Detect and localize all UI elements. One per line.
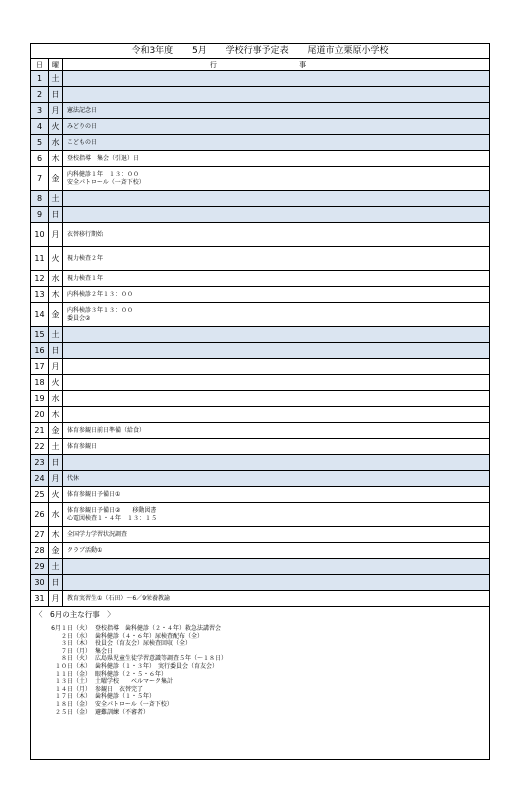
june-item-date: １０日（木） bbox=[54, 662, 91, 670]
row-weekday: 月 bbox=[49, 359, 63, 375]
table-row bbox=[31, 575, 489, 591]
june-item bbox=[45, 655, 489, 663]
row-day: 8 bbox=[31, 191, 49, 207]
table-row bbox=[31, 247, 489, 271]
table-row bbox=[31, 527, 489, 543]
row-event: 体育参観日予備日② 移動図書 心電図検査１・４年 １３：１５ bbox=[63, 503, 490, 527]
june-item-event: 参観日 衣替完了 bbox=[95, 685, 144, 693]
row-day: 10 bbox=[31, 223, 49, 247]
june-item-event: 歯科健診（１・３年） 実行委員会（育友会） bbox=[95, 662, 219, 670]
row-day: 21 bbox=[31, 423, 49, 439]
row-weekday: 日 bbox=[49, 207, 63, 223]
row-event: 内科検診３年１３：００ 委員会② bbox=[63, 303, 490, 327]
row-weekday: 水 bbox=[49, 391, 63, 407]
row-weekday: 金 bbox=[49, 167, 63, 191]
row-event bbox=[63, 71, 490, 87]
table-row bbox=[31, 559, 489, 575]
june-item bbox=[45, 625, 489, 633]
title-school: 尾道市立栗原小学校 bbox=[307, 46, 389, 56]
june-item-event: 歯科健診（４・６年）尿検査配布（全） bbox=[95, 632, 204, 640]
june-item-date: １７日（木） bbox=[54, 693, 91, 701]
row-event bbox=[63, 375, 490, 391]
row-day: 25 bbox=[31, 487, 49, 503]
row-weekday: 月 bbox=[49, 223, 63, 247]
june-item bbox=[45, 663, 489, 671]
row-event: 体育参観日前日準備（給食） bbox=[63, 423, 490, 439]
june-item-date: ７日（月） bbox=[60, 647, 91, 655]
june-item-event: 広島県児童生徒学習意識等調査５年（～１８日） bbox=[95, 655, 228, 663]
row-event bbox=[63, 327, 490, 343]
row-event: 内科検診２年１３：００ bbox=[63, 287, 490, 303]
row-day: 11 bbox=[31, 247, 49, 271]
table-row bbox=[31, 71, 489, 87]
table-header-row bbox=[31, 59, 489, 71]
row-day: 24 bbox=[31, 471, 49, 487]
row-weekday: 金 bbox=[49, 543, 63, 559]
row-weekday: 土 bbox=[49, 191, 63, 207]
june-item-date: ２日（水） bbox=[60, 632, 91, 640]
row-day: 9 bbox=[31, 207, 49, 223]
table-row bbox=[31, 591, 489, 607]
row-event: 視力検査１年 bbox=[63, 271, 490, 287]
table-row bbox=[31, 135, 489, 151]
schedule-sheet bbox=[30, 43, 490, 760]
row-event: 衣替移行期始 bbox=[63, 223, 490, 247]
june-item-event: 安全パトロール（一斉下校） bbox=[95, 700, 173, 708]
table-row bbox=[31, 287, 489, 303]
row-weekday: 土 bbox=[49, 559, 63, 575]
table-row bbox=[31, 439, 489, 455]
june-section-title: 〈 6月の主な行事 〉 bbox=[35, 610, 115, 619]
row-event: クラブ活動① bbox=[63, 543, 490, 559]
june-item-date: ３日（木） bbox=[60, 640, 91, 648]
row-event bbox=[63, 559, 490, 575]
june-item-event: 眼科健診（２・５・６年） bbox=[95, 670, 168, 678]
table-row bbox=[31, 359, 489, 375]
row-weekday: 木 bbox=[49, 151, 63, 167]
row-weekday: 月 bbox=[49, 103, 63, 119]
row-weekday: 月 bbox=[49, 471, 63, 487]
title-doc: 学校行事予定表 bbox=[225, 46, 289, 56]
row-day: 15 bbox=[31, 327, 49, 343]
row-event bbox=[63, 359, 490, 375]
row-weekday: 水 bbox=[49, 135, 63, 151]
row-weekday: 水 bbox=[49, 503, 63, 527]
table-row bbox=[31, 271, 489, 287]
row-day: 29 bbox=[31, 559, 49, 575]
june-item bbox=[45, 709, 489, 717]
row-weekday: 月 bbox=[49, 591, 63, 607]
table-row bbox=[31, 487, 489, 503]
row-day: 1 bbox=[31, 71, 49, 87]
row-day: 7 bbox=[31, 167, 49, 191]
table-row bbox=[31, 343, 489, 359]
row-event bbox=[63, 455, 490, 471]
row-event bbox=[63, 87, 490, 103]
row-day: 26 bbox=[31, 503, 49, 527]
june-item-date: １１日（金） bbox=[54, 670, 91, 678]
table-row bbox=[31, 503, 489, 527]
row-day: 22 bbox=[31, 439, 49, 455]
june-item-event: 登校指導 歯科健診（２・４年）救急法講習会 bbox=[95, 625, 222, 632]
june-item-event: 役員会（育友会）尿検査回収（全） bbox=[95, 640, 192, 648]
row-day: 13 bbox=[31, 287, 49, 303]
row-weekday: 木 bbox=[49, 527, 63, 543]
table-row bbox=[31, 207, 489, 223]
row-day: 28 bbox=[31, 543, 49, 559]
row-weekday: 日 bbox=[49, 343, 63, 359]
row-event bbox=[63, 191, 490, 207]
row-event: 体育参観日 bbox=[63, 439, 490, 455]
row-weekday: 土 bbox=[49, 439, 63, 455]
row-weekday: 火 bbox=[49, 247, 63, 271]
june-item bbox=[45, 640, 489, 648]
header-weekday: 曜 bbox=[49, 59, 63, 71]
table-row bbox=[31, 455, 489, 471]
row-day: 20 bbox=[31, 407, 49, 423]
june-item bbox=[45, 693, 489, 701]
june-item-date: １３日（土） bbox=[54, 678, 91, 686]
table-row bbox=[31, 471, 489, 487]
row-event: 教育実習生①（石田）～6／9栄養教諭 bbox=[63, 591, 490, 607]
table-row bbox=[31, 151, 489, 167]
row-weekday: 日 bbox=[49, 87, 63, 103]
row-day: 6 bbox=[31, 151, 49, 167]
row-event: 視力検査２年 bbox=[63, 247, 490, 271]
row-event bbox=[63, 207, 490, 223]
title-year: 令和3年度 bbox=[131, 46, 174, 56]
june-item-date: ８日（火） bbox=[60, 655, 91, 663]
row-weekday: 木 bbox=[49, 407, 63, 423]
row-event bbox=[63, 575, 490, 591]
june-item bbox=[45, 678, 489, 686]
row-day: 23 bbox=[31, 455, 49, 471]
row-event: 憲法記念日 bbox=[63, 103, 490, 119]
table-row bbox=[31, 119, 489, 135]
row-event: 体育参観日予備日① bbox=[63, 487, 490, 503]
row-event bbox=[63, 391, 490, 407]
june-item-date: １４日（月） bbox=[54, 685, 91, 693]
row-day: 14 bbox=[31, 303, 49, 327]
table-row bbox=[31, 327, 489, 343]
table-row bbox=[31, 223, 489, 247]
june-item-event: 土曜学校 ベルマーク集計 bbox=[95, 678, 174, 686]
row-day: 3 bbox=[31, 103, 49, 119]
row-event: 登校指導 集会（引退）日 bbox=[63, 151, 490, 167]
june-events-list bbox=[31, 621, 489, 716]
row-day: 5 bbox=[31, 135, 49, 151]
row-event: みどりの日 bbox=[63, 119, 490, 135]
row-day: 27 bbox=[31, 527, 49, 543]
row-weekday: 金 bbox=[49, 303, 63, 327]
row-weekday: 土 bbox=[49, 327, 63, 343]
row-event: 内科健診１年 １３：００ 安全パトロール（一斉下校） bbox=[63, 167, 490, 191]
row-day: 12 bbox=[31, 271, 49, 287]
row-event: 代休 bbox=[63, 471, 490, 487]
june-item-event: 集会日 bbox=[95, 647, 114, 655]
schedule-rows bbox=[31, 71, 489, 607]
row-day: 2 bbox=[31, 87, 49, 103]
row-event bbox=[63, 407, 490, 423]
row-event bbox=[63, 343, 490, 359]
row-event: こどもの日 bbox=[63, 135, 490, 151]
june-item-date: １８日（金） bbox=[54, 700, 91, 708]
header-day: 日 bbox=[31, 59, 49, 71]
row-weekday: 火 bbox=[49, 487, 63, 503]
row-day: 19 bbox=[31, 391, 49, 407]
table-row bbox=[31, 87, 489, 103]
row-weekday: 土 bbox=[49, 71, 63, 87]
june-item-date: 6月１日（火） bbox=[51, 625, 91, 632]
page-title bbox=[31, 44, 489, 59]
title-month: 5月 bbox=[192, 46, 207, 56]
row-weekday: 金 bbox=[49, 423, 63, 439]
june-item-date: ２５日（金） bbox=[54, 708, 91, 716]
row-weekday: 火 bbox=[49, 375, 63, 391]
header-event: 行 事 bbox=[63, 59, 490, 71]
row-day: 4 bbox=[31, 119, 49, 135]
row-day: 30 bbox=[31, 575, 49, 591]
row-weekday: 日 bbox=[49, 575, 63, 591]
row-event: 全国学力学習状況調査 bbox=[63, 527, 490, 543]
table-row bbox=[31, 167, 489, 191]
row-day: 31 bbox=[31, 591, 49, 607]
table-row bbox=[31, 543, 489, 559]
row-day: 17 bbox=[31, 359, 49, 375]
table-row bbox=[31, 103, 489, 119]
table-row bbox=[31, 375, 489, 391]
table-row bbox=[31, 391, 489, 407]
table-row bbox=[31, 407, 489, 423]
row-day: 16 bbox=[31, 343, 49, 359]
table-row bbox=[31, 191, 489, 207]
row-weekday: 日 bbox=[49, 455, 63, 471]
june-item-event: 避難訓練（不審者） bbox=[95, 708, 150, 716]
june-item bbox=[45, 701, 489, 709]
table-row bbox=[31, 303, 489, 327]
row-weekday: 木 bbox=[49, 287, 63, 303]
table-row bbox=[31, 423, 489, 439]
june-item-event: 歯科健診（１・５年） bbox=[95, 693, 156, 701]
row-day: 18 bbox=[31, 375, 49, 391]
row-weekday: 火 bbox=[49, 119, 63, 135]
schedule-table bbox=[31, 59, 489, 607]
row-weekday: 水 bbox=[49, 271, 63, 287]
